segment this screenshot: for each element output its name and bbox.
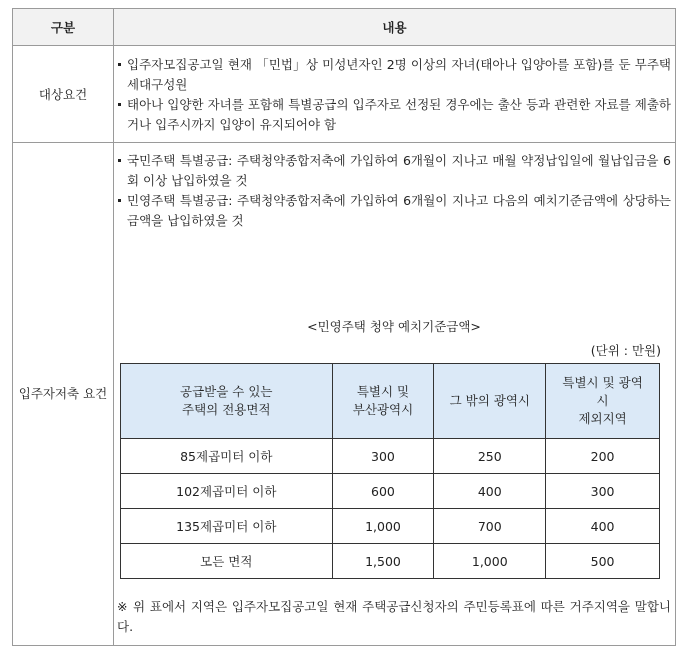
savings-content [117, 151, 671, 231]
region-note: ※ 위 표에서 지역은 입주자모집공고일 현재 주택공급신청자의 주민등록표에 따른 거주지역을 말합니다. [117, 599, 671, 634]
column-divider [113, 9, 114, 645]
savings-bullet-1: 국민주택 특별공급: 주택청약종합저축에 가입하여 6개월이 지나고 매월 약정납입일에 월납입금을 6회 이상 납입하였을 것 [117, 151, 671, 191]
target-label: 대상요건 [38, 87, 88, 102]
table-row [121, 509, 660, 544]
deposit-header-area [121, 364, 333, 439]
header-content: 내용 [382, 20, 407, 35]
requirements-table [12, 8, 676, 646]
deposit-header-seoul-busan-text: 특별시 및 부산광역시 [352, 384, 414, 417]
deposit-table-caption: <민영주택 청약 예치기준금액> [307, 319, 481, 334]
amount-cell: 1,000 [332, 509, 434, 544]
amount-cell: 200 [546, 439, 660, 474]
deposit-table-header-row [121, 364, 660, 439]
area-cell: 135제곱미터 이하 [121, 509, 333, 544]
table-row [121, 439, 660, 474]
target-content [117, 55, 671, 135]
deposit-header-area-text: 공급받을 수 있는 주택의 전용면적 [180, 384, 273, 417]
amount-cell: 1,000 [434, 544, 546, 579]
savings-label: 입주자저축 요건 [18, 386, 108, 401]
deposit-header-other-regions [546, 364, 660, 439]
amount-cell: 700 [434, 509, 546, 544]
deposit-header-other-regions-text: 특별시 및 광역 시 제외지역 [562, 375, 643, 426]
unit-label: (단위 : 만원) [590, 343, 661, 358]
header-category: 구분 [50, 20, 76, 35]
target-bullet-1: 입주자모집공고일 현재 「민법」상 미성년자인 2명 이상의 자녀(태아나 입양아를 포함)를 둔 무주택세대구성원 [117, 55, 671, 95]
target-bullet-2: 태아나 입양한 자녀를 포함해 특별공급의 입주자로 선정된 경우에는 출산 등과 관련한 자료를 제출하거나 입주시까지 입양이 유지되어야 함 [117, 95, 671, 135]
deposit-header-other-metro-text: 그 밖의 광역시 [449, 393, 530, 408]
table-row [121, 474, 660, 509]
amount-cell: 600 [332, 474, 434, 509]
amount-cell: 300 [332, 439, 434, 474]
savings-bullets [117, 151, 671, 231]
area-cell: 85제곱미터 이하 [121, 439, 333, 474]
amount-cell: 400 [546, 509, 660, 544]
amount-cell: 500 [546, 544, 660, 579]
deposit-header-other-metro [434, 364, 546, 439]
amount-cell: 300 [546, 474, 660, 509]
deposit-table [120, 363, 660, 579]
area-cell: 모든 면적 [121, 544, 333, 579]
amount-cell: 400 [434, 474, 546, 509]
table-row [121, 544, 660, 579]
amount-cell: 250 [434, 439, 546, 474]
savings-bullet-2: 민영주택 특별공급: 주택청약종합저축에 가입하여 6개월이 지나고 다음의 예치기준금액에 상당하는 금액을 납입하였을 것 [117, 191, 671, 231]
amount-cell: 1,500 [332, 544, 434, 579]
row-divider [13, 142, 675, 143]
area-cell: 102제곱미터 이하 [121, 474, 333, 509]
deposit-header-seoul-busan [332, 364, 434, 439]
target-bullets [117, 55, 671, 135]
